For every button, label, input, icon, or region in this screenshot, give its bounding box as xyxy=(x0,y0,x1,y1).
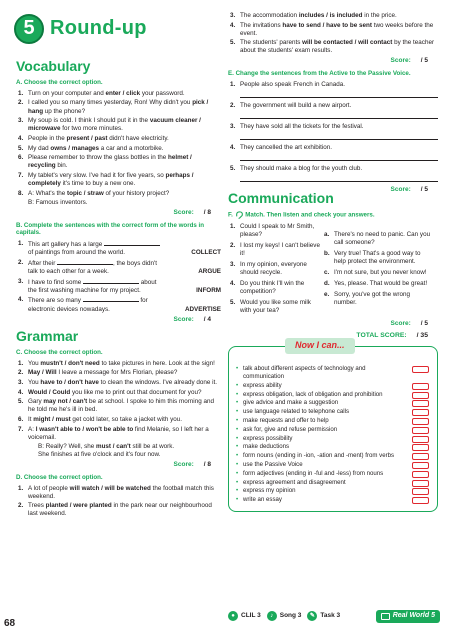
choice-options[interactable]: May / Will xyxy=(28,369,57,377)
exercise-item xyxy=(16,416,221,424)
item-number: 5. xyxy=(18,144,24,152)
item-text: The students' parents xyxy=(240,39,303,47)
item-text: form nouns (ending in -ion, -ation and -ment) from verbs xyxy=(243,452,395,460)
self-assessment-checkbox[interactable] xyxy=(412,488,429,495)
tv-icon xyxy=(381,613,390,620)
exercise-item xyxy=(16,426,221,442)
matching-answer xyxy=(324,269,432,277)
listening-icon[interactable] xyxy=(235,211,244,219)
item-text: They should make a blog for the youth club. xyxy=(240,164,363,172)
item-number: 6. xyxy=(18,415,24,423)
item-text: didn't have electricity. xyxy=(107,134,169,142)
choice-options[interactable]: vacuum cleaner / microwave xyxy=(28,117,201,133)
exercise-item xyxy=(228,81,438,98)
now-i-can-item xyxy=(235,461,431,469)
exercise-item xyxy=(16,135,221,143)
answer-blank[interactable] xyxy=(83,278,139,284)
item-number: 5. xyxy=(18,398,24,406)
self-assessment-checkbox[interactable] xyxy=(412,427,429,434)
item-number: 1. xyxy=(18,359,24,367)
choice-options[interactable]: might / must xyxy=(33,415,71,423)
unit-title: Round-up xyxy=(50,17,147,40)
exercise-item xyxy=(228,144,438,161)
item-number: 2. xyxy=(18,259,24,267)
page-number: 68 xyxy=(4,618,16,629)
item-text: My dad xyxy=(28,144,51,152)
self-assessment-checkbox[interactable] xyxy=(412,471,429,478)
now-i-can-item xyxy=(235,452,431,460)
item-text: You xyxy=(28,359,41,367)
clil-icon: ● xyxy=(228,611,238,621)
choice-options[interactable]: I wasn't able to / won't be able to xyxy=(35,425,134,433)
item-letter: c. xyxy=(324,268,330,276)
now-i-can-item xyxy=(235,391,431,399)
communication-heading: Communication xyxy=(228,190,334,207)
exercise-d-continued-list xyxy=(228,12,438,55)
matching-question xyxy=(228,280,320,296)
item-text: Please remember to throw the glass bottles in the xyxy=(28,154,169,162)
clil-link[interactable]: ● CLIL 3 xyxy=(228,611,261,621)
item-number: 3. xyxy=(230,122,236,130)
now-i-can-item xyxy=(235,487,431,495)
item-text: form adjectives (ending in -ful and -less) from nouns xyxy=(243,469,384,477)
item-text: Turn on your computer and xyxy=(28,89,106,97)
item-number: 4. xyxy=(230,143,236,151)
song-icon: ♪ xyxy=(267,611,277,621)
item-text: Would you like some milk with your tea? xyxy=(240,299,311,315)
choice-options[interactable]: enter / click xyxy=(105,89,141,97)
item-text: A: xyxy=(28,425,36,433)
choice-options[interactable]: includes / is included xyxy=(298,12,363,19)
item-number: 4. xyxy=(18,388,24,396)
exercise-item xyxy=(16,502,221,518)
exercise-item xyxy=(16,117,221,133)
item-text: A lot of people xyxy=(28,484,70,492)
unit-number-badge: 5 xyxy=(14,14,44,44)
item-number: 3. xyxy=(18,378,24,386)
item-text: a car and a motorbike. xyxy=(99,144,164,152)
item-letter: e. xyxy=(324,290,330,298)
item-number: 1. xyxy=(230,80,236,88)
item-text: They cancelled the art exhibition. xyxy=(240,143,333,151)
exercise-item xyxy=(228,102,438,119)
exercise-item xyxy=(16,154,221,170)
item-number: 3. xyxy=(230,12,236,19)
item-number: 5. xyxy=(230,299,236,307)
answer-line[interactable] xyxy=(240,153,438,161)
now-i-can-item xyxy=(235,365,431,381)
self-assessment-checkbox[interactable] xyxy=(412,462,429,469)
exercise-item xyxy=(16,360,221,368)
choice-options[interactable]: planted / were planted xyxy=(45,502,112,510)
item-text: The government will build a new airport. xyxy=(240,101,352,109)
item-number: 3. xyxy=(18,117,24,125)
exercise-e-list xyxy=(228,81,438,182)
item-text: My tablet's very slow. I've had it for five years, so xyxy=(28,171,166,179)
item-text: bin. xyxy=(55,162,68,170)
now-i-can-item xyxy=(235,496,431,504)
exercise-e-instruction: E. Change the sentences from the Active to the Passive Voice. xyxy=(228,69,411,77)
exercise-b-instruction: B. Complete the sentences with the correct form of the words in capitals. xyxy=(16,221,205,237)
item-text: People in the xyxy=(28,134,67,142)
answer-blank[interactable] xyxy=(104,240,160,246)
item-number: 1. xyxy=(18,484,24,492)
matching-questions xyxy=(228,223,320,318)
item-number: 1. xyxy=(18,89,24,97)
exercise-item xyxy=(16,145,221,153)
exercise-item xyxy=(228,12,438,20)
song-link[interactable]: ♪ Song 3 xyxy=(267,611,302,621)
answer-blank[interactable] xyxy=(83,296,139,302)
item-text: to take pictures in here. Look at the sign! xyxy=(99,359,215,367)
now-i-can-box xyxy=(228,340,438,512)
item-text: your password. xyxy=(140,89,185,97)
item-number: 1. xyxy=(230,222,236,230)
exercise-item xyxy=(228,165,438,182)
item-text: talk about different aspects of technology and communication xyxy=(243,365,366,380)
keyword: ARGUE xyxy=(198,268,221,276)
item-number: 2. xyxy=(18,369,24,377)
item-number: 6. xyxy=(18,154,24,162)
matching-answer xyxy=(324,280,432,288)
exercise-item xyxy=(228,123,438,140)
self-assessment-checkbox[interactable] xyxy=(412,444,429,451)
matching-answer xyxy=(324,231,432,247)
item-text: Do you think I'll win the competition? xyxy=(240,279,305,296)
item-text: of paintings from around the world. xyxy=(28,249,125,257)
unit-header xyxy=(14,14,147,44)
now-i-can-item xyxy=(235,382,431,390)
exercise-item xyxy=(16,369,221,377)
now-i-can-item xyxy=(235,426,431,434)
item-text: There's no need to panic. Can you call someone? xyxy=(334,230,431,246)
exercise-c-list xyxy=(16,360,221,442)
item-text: There are so many xyxy=(28,297,83,305)
item-text: make deductions xyxy=(243,443,290,451)
item-number: 4. xyxy=(230,21,236,29)
now-i-can-list xyxy=(235,365,431,504)
matching-answers xyxy=(324,223,432,318)
matching-answer xyxy=(324,291,432,307)
item-number: 4. xyxy=(18,134,24,142)
footer-links xyxy=(228,610,440,623)
item-number: 2. xyxy=(18,99,24,107)
item-text: of your history project? xyxy=(103,189,170,197)
item-text: the football match this weekend. xyxy=(28,484,214,500)
self-assessment-checkbox[interactable] xyxy=(412,436,429,443)
item-number: 2. xyxy=(230,241,236,249)
item-text: Trees xyxy=(28,502,46,510)
self-assessment-checkbox[interactable] xyxy=(412,418,429,425)
item-text: about xyxy=(138,278,157,286)
exercise-item xyxy=(228,22,438,38)
item-text: My soup is cold. I think I should put it in the xyxy=(28,117,150,125)
item-text: express my opinion xyxy=(243,487,296,495)
answer-line[interactable] xyxy=(240,132,438,140)
item-text: you like me to print out that document for you? xyxy=(70,388,202,396)
item-text: in the price. xyxy=(362,12,397,19)
exercise-e-score: Score: / 5 xyxy=(390,185,428,193)
item-text: find Melanie, so I left her a voicemail. xyxy=(28,425,209,441)
self-assessment-checkbox[interactable] xyxy=(412,497,429,504)
item-text: Sorry, you've got the wrong number. xyxy=(334,290,410,307)
choice-options[interactable]: have to send / have to be sent xyxy=(282,21,372,29)
exercise-a-instruction: A. Choose the correct option. xyxy=(16,78,103,86)
choice-options[interactable]: topic / straw xyxy=(67,189,104,197)
item-text: for xyxy=(138,297,148,305)
item-text: Could I speak to Mr Smith, please? xyxy=(240,222,315,238)
self-assessment-checkbox[interactable] xyxy=(412,409,429,416)
exercise-item xyxy=(16,190,221,198)
item-text: , the boys didn't xyxy=(113,260,157,268)
self-assessment-checkbox[interactable] xyxy=(412,453,429,460)
item-number: 1. xyxy=(18,240,24,248)
item-number: 3. xyxy=(18,277,24,285)
right-column xyxy=(228,12,438,512)
item-text: People also speak French in Canada. xyxy=(240,80,346,88)
item-letter: d. xyxy=(324,279,330,287)
exercise-item xyxy=(16,296,221,313)
item-text: Very true! That's a good way to help protect the environment. xyxy=(334,249,421,265)
vocabulary-heading: Vocabulary xyxy=(16,58,91,74)
task-link[interactable]: ✎ Task 3 xyxy=(307,611,340,621)
exercise-a-list xyxy=(16,90,221,198)
now-i-can-item xyxy=(235,435,431,443)
self-assessment-checkbox[interactable] xyxy=(412,400,429,407)
exercise-item xyxy=(16,379,221,387)
item-number: 7. xyxy=(18,171,24,179)
exercise-c-item7-b: B: Really? Well, she must / can't still be at work. She finishes at five o'clock and it's four now. xyxy=(38,443,175,459)
item-text: express obligation, lack of obligation and prohibition xyxy=(243,390,383,398)
item-text: I have to find some xyxy=(28,278,83,286)
item-text: the first washing machine for my project. xyxy=(28,286,141,294)
exercise-a-score: Score: / 8 xyxy=(173,209,211,217)
item-text: by the teacher about the students' exam results. xyxy=(240,39,435,55)
matching-question xyxy=(228,242,320,258)
left-column xyxy=(16,54,221,520)
answer-line[interactable] xyxy=(240,111,438,119)
matching-question xyxy=(228,299,320,315)
item-text: ask for, give and refuse permission xyxy=(243,425,338,433)
item-text: write an essay xyxy=(243,496,282,504)
item-text: The accommodation xyxy=(240,12,299,19)
matching-answer xyxy=(324,250,432,266)
matching-exercise xyxy=(228,223,438,318)
item-text: I lost my keys! I can't believe it! xyxy=(240,241,320,257)
exercise-d-instruction: D. Choose the correct option. xyxy=(16,473,103,481)
item-text: The invitations xyxy=(240,21,283,29)
exercise-item xyxy=(16,172,221,188)
item-text: This art gallery has a large xyxy=(28,241,104,249)
item-number: 5. xyxy=(230,164,236,172)
item-text: I leave a message for Mrs Florian, please? xyxy=(56,369,178,377)
exercise-d-score: Score: / 5 xyxy=(390,57,428,65)
item-text: talk to each other for a week. xyxy=(28,268,109,276)
keyword: COLLECT xyxy=(191,249,221,257)
self-assessment-checkbox[interactable] xyxy=(412,366,429,373)
matching-question xyxy=(228,261,320,277)
choice-options[interactable]: perhaps / completely xyxy=(28,171,194,187)
exercise-item xyxy=(16,259,221,276)
item-text: They have sold all the tickets for the festival. xyxy=(240,122,364,130)
item-text: express ability xyxy=(243,381,282,389)
choice-options[interactable]: may not / can't xyxy=(43,398,88,406)
task-icon: ✎ xyxy=(307,611,317,621)
item-text: electronic devices nowadays. xyxy=(28,305,110,313)
answer-line[interactable] xyxy=(240,90,438,98)
answer-blank[interactable] xyxy=(57,259,113,265)
item-text: express agreement and disagreement xyxy=(243,478,346,486)
choice-options[interactable]: owns / manages xyxy=(50,144,100,152)
choice-options[interactable]: will watch / will be watched xyxy=(69,484,151,492)
item-number: 8. xyxy=(18,189,24,197)
item-number: 7. xyxy=(18,425,24,433)
exercise-item xyxy=(16,278,221,295)
now-i-can-item xyxy=(235,470,431,478)
exercise-item xyxy=(16,389,221,397)
item-number: 4. xyxy=(230,279,236,287)
exercise-item xyxy=(16,90,221,98)
exercise-item xyxy=(228,39,438,55)
now-i-can-item xyxy=(235,443,431,451)
item-text: to clean the windows. I've already done it. xyxy=(98,378,218,386)
item-letter: b. xyxy=(324,249,330,257)
self-assessment-checkbox[interactable] xyxy=(412,480,429,487)
grammar-heading: Grammar xyxy=(16,327,79,344)
matching-question xyxy=(228,223,320,239)
now-i-can-item xyxy=(235,408,431,416)
item-text: In my opinion, everyone should recycle. xyxy=(240,260,307,276)
item-text: It xyxy=(28,415,34,423)
item-text: A: What's the xyxy=(28,189,67,197)
choice-options[interactable]: pick / hang xyxy=(28,99,209,115)
item-text: After their xyxy=(28,260,58,268)
item-text: up the phone? xyxy=(43,107,86,115)
now-i-can-item xyxy=(235,417,431,425)
item-text: use the Passive Voice xyxy=(243,460,303,468)
item-letter: a. xyxy=(324,230,330,238)
item-number: 5. xyxy=(230,39,236,47)
item-text: it's time to buy a new one. xyxy=(60,179,136,187)
item-text: get cold later, so take a jacket with you. xyxy=(70,415,182,423)
exercise-b-list xyxy=(16,240,221,313)
exercise-f-score: Score: / 5 xyxy=(390,320,428,328)
item-text: give advice and make a suggestion xyxy=(243,399,339,407)
item-text: two weeks before the event. xyxy=(240,21,434,37)
choice-options[interactable]: helmet / recycling xyxy=(28,154,192,170)
exercise-c-instruction: C. Choose the correct option. xyxy=(16,348,103,356)
exercise-f-instruction: F. Match. Then listen and check your answers. xyxy=(228,211,375,219)
exercise-c-score: Score: / 8 xyxy=(173,461,211,469)
item-text: express possibility xyxy=(243,434,293,442)
keyword: ADVERTISE xyxy=(184,305,221,313)
total-score: TOTAL SCORE: / 35 xyxy=(356,332,428,340)
now-i-can-item xyxy=(235,479,431,487)
exercise-b-score: Score: / 4 xyxy=(173,315,211,323)
exercise-d-list xyxy=(16,485,221,519)
exercise-item xyxy=(16,240,221,257)
now-i-can-item xyxy=(235,399,431,407)
self-assessment-checkbox[interactable] xyxy=(412,383,429,390)
exercise-item xyxy=(16,485,221,501)
item-text: make requests and offer to help xyxy=(243,416,329,424)
exercise-a-answer-line: B: Famous inventors. xyxy=(28,199,88,207)
item-text: I'm not sure, but you never know! xyxy=(334,268,427,276)
item-number: 2. xyxy=(18,502,24,510)
keyword: INFORM xyxy=(196,286,221,294)
exercise-item xyxy=(16,99,221,115)
item-text: be at school. I spoke to him this morning and he told me he's ill in bed. xyxy=(28,398,214,414)
item-text: You xyxy=(28,378,41,386)
item-number: 3. xyxy=(230,260,236,268)
item-text: Gary xyxy=(28,398,44,406)
item-text: use language related to telephone calls xyxy=(243,408,350,416)
item-text: Yes, please. That would be great! xyxy=(334,279,428,287)
choice-options[interactable]: present / past xyxy=(66,134,108,142)
item-text: in the park near our neighbourhood last weekend. xyxy=(28,502,212,518)
choice-options[interactable]: Would / Could xyxy=(28,388,71,396)
answer-line[interactable] xyxy=(240,174,438,182)
item-text: for two more minutes. xyxy=(60,125,123,133)
item-number: 4. xyxy=(18,296,24,304)
exercise-item xyxy=(16,398,221,414)
choice-options[interactable]: have to / don't have xyxy=(40,378,99,386)
self-assessment-checkbox[interactable] xyxy=(412,392,429,399)
item-text: I called you so many times yesterday, Ron! Why didn't you xyxy=(28,99,193,107)
choice-options[interactable]: will be contacted / will contact xyxy=(302,39,393,47)
real-world-link[interactable]: Real World 5 xyxy=(376,610,440,623)
item-number: 2. xyxy=(230,101,236,109)
now-i-can-title: Now I can... xyxy=(285,338,355,354)
choice-options[interactable]: mustn't / don't need xyxy=(40,359,100,367)
